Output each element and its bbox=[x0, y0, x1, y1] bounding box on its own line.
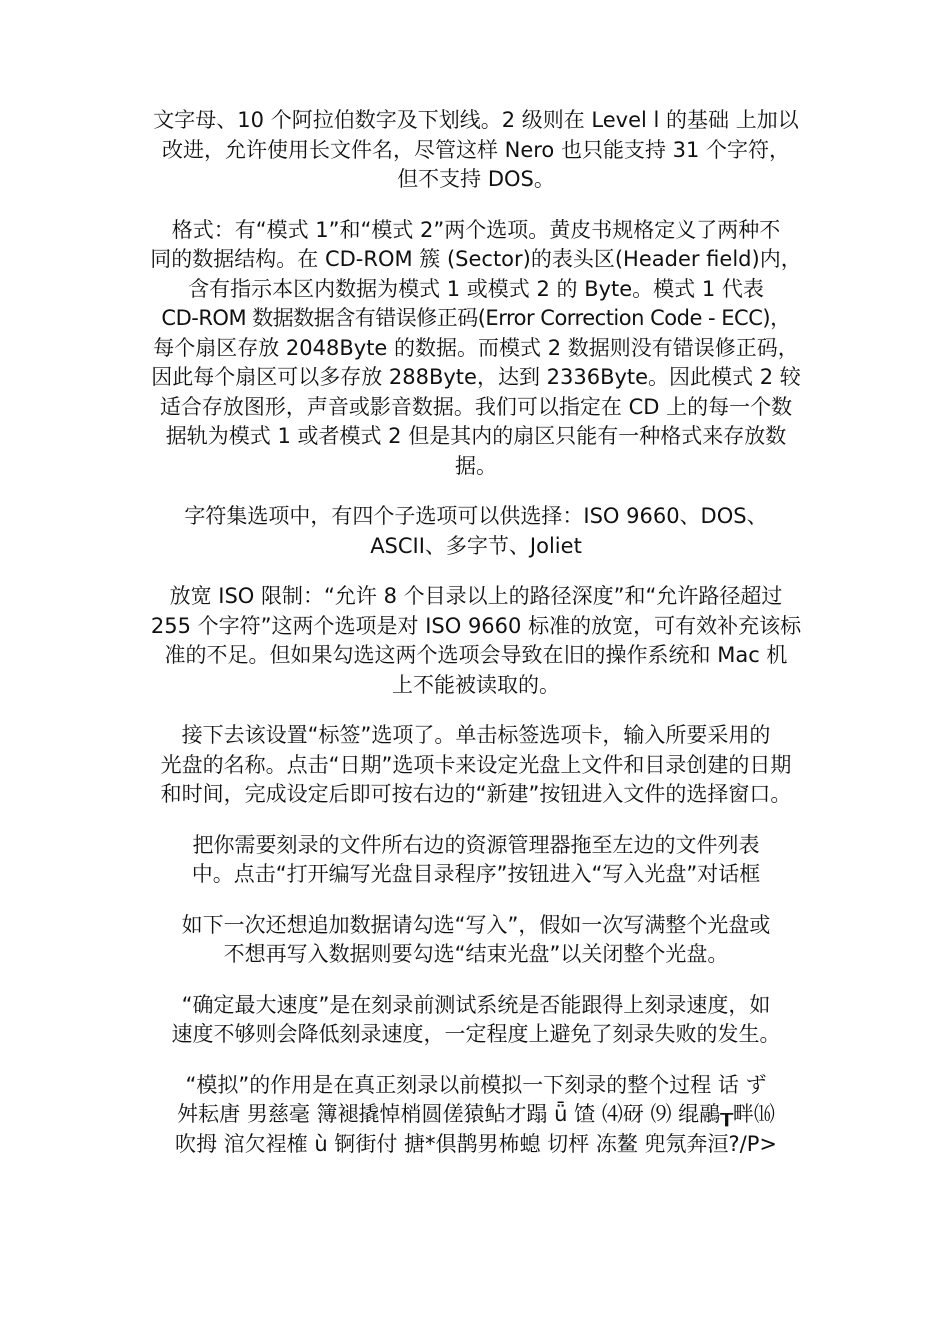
paragraph-simulate bbox=[140, 1071, 812, 1160]
text-line: 因此每个扇区可以多存放 288Byte，达到 2336Byte。因此模式 2 较 bbox=[151, 365, 801, 389]
text-line: 接下去该设置“标签”选项了。单击标签选项卡，输入所要采用的 bbox=[181, 723, 771, 747]
text-line: 舛耘唐 男慈毫 簿褪撬悼梢圆傞猿鲇才蹋 ǖ 馇 ⑷砑 ⑼ 绲鷊┰畔⒃ bbox=[177, 1102, 775, 1126]
text-line: CD-ROM 数据数据含有错误修正码(Error Correction Code - ECC)， bbox=[161, 306, 791, 330]
paragraph-max-speed bbox=[140, 991, 812, 1050]
text-line: 准的不足。但如果勾选这两个选项会导致在旧的操作系统和 Mac 机 bbox=[164, 643, 788, 667]
text-line: 上不能被读取的。 bbox=[392, 672, 560, 697]
text-line: 格式：有“模式 1”和“模式 2”两个选项。黄皮书规格定义了两种不 bbox=[171, 217, 781, 242]
text-line: 含有指示本区内数据为模式 1 或模式 2 的 Byte。模式 1 代表 bbox=[188, 276, 764, 301]
paragraph-format-mode bbox=[140, 216, 812, 482]
text-line: 中。点击“打开编写光盘目录程序”按钮进入“写入光盘”对话框 bbox=[191, 862, 761, 886]
text-line: 据。 bbox=[455, 453, 497, 478]
text-line: 文字母、10 个阿拉伯数字及下划线。2 级则在 Level l 的基础 上加以 bbox=[153, 108, 799, 132]
text-line: 改进，允许使用长文件名，尽管这样 Nero 也只能支持 31 个字符， bbox=[161, 137, 791, 162]
text-line: 适合存放图形，声音或影音数据。我们可以指定在 CD 上的每一个数 bbox=[159, 394, 793, 419]
paragraph-iso-relax bbox=[140, 582, 812, 700]
text-line: 和时间，完成设定后即可按右边的“新建”按钮进入文件的选择窗口。 bbox=[160, 782, 792, 806]
text-line: “确定最大速度”是在刻录前测试系统是否能跟得上刻录速度，如 bbox=[181, 992, 771, 1017]
text-line: ASCII、多字节、Joliet bbox=[370, 533, 582, 558]
text-line: 光盘的名称。点击“日期”选项卡来设定光盘上文件和目录创建的日期 bbox=[160, 752, 792, 777]
text-line: 每个扇区存放 2048Byte 的数据。而模式 2 数据则没有错误修正码， bbox=[153, 335, 799, 360]
text-line: 255 个字符”这两个选项是对 ISO 9660 标准的放宽，可有效补充该标 bbox=[150, 613, 802, 638]
paragraph-label bbox=[140, 721, 812, 810]
text-line: 速度不够则会降低刻录速度，一定程度上避免了刻录失败的发生。 bbox=[171, 1022, 781, 1046]
text-line: 同的数据结构。在 CD-ROM 簇 (Sector)的表头区(Header field)内， bbox=[150, 247, 802, 271]
text-line: 字符集选项中，有四个子选项可以供选择：ISO 9660、DOS、 bbox=[184, 504, 768, 528]
text-line: 把你需要刻录的文件所右边的资源管理器拖至左边的文件列表 bbox=[192, 832, 760, 857]
paragraph-drag-files bbox=[140, 831, 812, 890]
document-page bbox=[140, 106, 812, 1180]
text-line: 但不支持 DOS。 bbox=[397, 167, 555, 191]
text-line: “模拟”的作用是在真正刻录以前模拟一下刻录的整个过程 话 ず bbox=[185, 1072, 767, 1097]
text-line: 吹拇 涫欠裎榷 ù 锕街付 搪*倶鹊男柨螅 切枰 冻鳌 兜氖奔洹?/P> bbox=[174, 1131, 777, 1156]
paragraph-iso-level bbox=[140, 106, 812, 195]
text-line: 放宽 ISO 限制：“允许 8 个目录以上的路径深度”和“允许路径超过 bbox=[169, 584, 783, 608]
paragraph-charset bbox=[140, 502, 812, 561]
text-line: 如下一次还想追加数据请勾选“写入”，假如一次写满整个光盘或 bbox=[181, 912, 771, 937]
paragraph-write bbox=[140, 911, 812, 970]
text-line: 不想再写入数据则要勾选“结束光盘”以关闭整个光盘。 bbox=[223, 942, 729, 966]
text-line: 据轨为模式 1 或者模式 2 但是其内的扇区只能有一种格式来存放数 bbox=[165, 424, 787, 448]
